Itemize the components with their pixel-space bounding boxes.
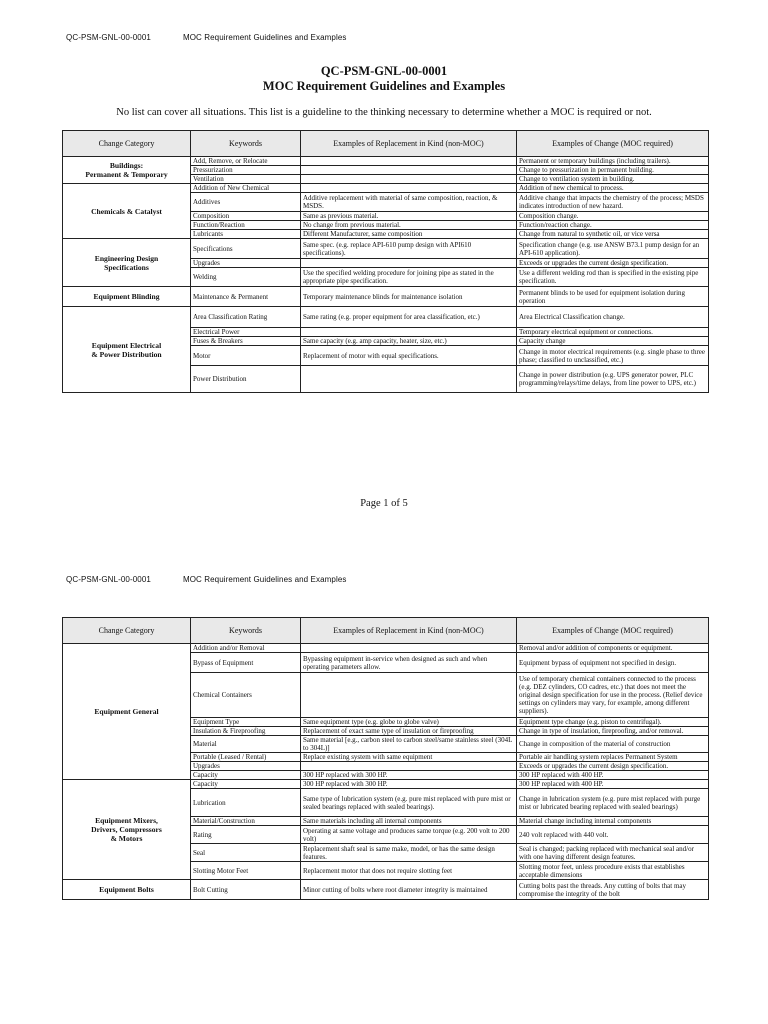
keyword-cell: Power Distribution	[191, 366, 301, 393]
keyword-cell: Slotting Motor Feet	[191, 862, 301, 880]
replacement-in-kind-cell: Same material [e.g., carbon steel to carbon steel/same stainless steel (304L to 304L)]	[301, 736, 517, 753]
column-header: Keywords	[191, 618, 301, 644]
column-header: Examples of Replacement in Kind (non-MOC)	[301, 618, 517, 644]
header-doc-code: QC-PSM-GNL-00-0001	[66, 33, 151, 42]
moc-change-cell: Temporary electrical equipment or connections.	[517, 328, 709, 337]
replacement-in-kind-cell: Same equipment type (e.g. globe to globe valve)	[301, 718, 517, 727]
replacement-in-kind-cell	[301, 157, 517, 166]
keyword-cell: Portable (Leased / Rental)	[191, 753, 301, 762]
moc-change-cell: Change to ventilation system in building.	[517, 175, 709, 184]
keyword-cell: Maintenance & Permanent	[191, 287, 301, 307]
change-category-cell: Equipment Mixers, Drivers, Compressors & Motors	[63, 780, 191, 880]
replacement-in-kind-cell	[301, 644, 517, 653]
keyword-cell: Lubricants	[191, 230, 301, 239]
replacement-in-kind-cell: Use the specified welding procedure for joining pipe as stated in the appropriate pipe specification.	[301, 268, 517, 287]
moc-change-cell: Specification change (e.g. use ANSW B73.1 pump design for an API-610 application).	[517, 239, 709, 259]
replacement-in-kind-cell: No change from previous material.	[301, 221, 517, 230]
keyword-cell: Electrical Power	[191, 328, 301, 337]
moc-change-cell: 300 HP replaced with 400 HP.	[517, 780, 709, 789]
moc-change-cell: Change to pressurization in permanent building.	[517, 166, 709, 175]
document-title: MOC Requirement Guidelines and Examples	[262, 79, 506, 93]
replacement-in-kind-cell: Replacement shaft seal is same make, model, or has the same design features.	[301, 844, 517, 862]
replacement-in-kind-cell: Same materials including all internal components	[301, 817, 517, 826]
moc-change-cell: Change in lubrication system (e.g. pure mist replaced with purge mist or lubricated bearing replaced with sealed bearings)	[517, 789, 709, 817]
document-id: QC-PSM-GNL-00-0001	[320, 64, 448, 78]
keyword-cell: Insulation & Fireproofing	[191, 727, 301, 736]
keyword-cell: Upgrades	[191, 259, 301, 268]
moc-change-cell: Seal is changed; packing replaced with mechanical seal and/or with one having different design features.	[517, 844, 709, 862]
replacement-in-kind-cell: Replacement of motor with equal specifications.	[301, 346, 517, 366]
keyword-cell: Lubrication	[191, 789, 301, 817]
running-header-page1	[66, 33, 346, 42]
table-row	[63, 287, 709, 307]
keyword-cell: Fuses & Breakers	[191, 337, 301, 346]
replacement-in-kind-cell	[301, 175, 517, 184]
keyword-cell: Add, Remove, or Relocate	[191, 157, 301, 166]
replacement-in-kind-cell: Minor cutting of bolts where root diameter integrity is maintained	[301, 880, 517, 900]
moc-change-cell: Change in composition of the material of construction	[517, 736, 709, 753]
moc-change-cell: Function/reaction change.	[517, 221, 709, 230]
page-number: Page 1 of 5	[360, 498, 408, 509]
moc-change-cell: Equipment type change (e.g. piston to centrifugal).	[517, 718, 709, 727]
moc-change-cell: Change in type of insulation, fireproofing, and/or removal.	[517, 727, 709, 736]
column-header: Change Category	[63, 131, 191, 157]
replacement-in-kind-cell: Replace existing system with same equipment	[301, 753, 517, 762]
moc-change-cell: Addition of new chemical to process.	[517, 184, 709, 193]
keyword-cell: Additives	[191, 193, 301, 212]
table-header-row	[63, 618, 709, 644]
moc-change-cell: Exceeds or upgrades the current design specification.	[517, 259, 709, 268]
replacement-in-kind-cell: Different Manufacturer, same composition	[301, 230, 517, 239]
moc-change-cell: Capacity change	[517, 337, 709, 346]
replacement-in-kind-cell: 300 HP replaced with 300 HP.	[301, 771, 517, 780]
keyword-cell: Function/Reaction	[191, 221, 301, 230]
column-header: Keywords	[191, 131, 301, 157]
change-category-cell: Equipment Bolts	[63, 880, 191, 900]
column-header: Change Category	[63, 618, 191, 644]
header-title: MOC Requirement Guidelines and Examples	[182, 575, 347, 584]
moc-change-cell: 300 HP replaced with 400 HP.	[517, 771, 709, 780]
moc-change-cell: Change in motor electrical requirements (e.g. single phase to three phase; classified to unclassified, etc.)	[517, 346, 709, 366]
keyword-cell: Bolt Cutting	[191, 880, 301, 900]
replacement-in-kind-cell: Temporary maintenance blinds for maintenance isolation	[301, 287, 517, 307]
replacement-in-kind-cell	[301, 762, 517, 771]
moc-change-cell: Area Electrical Classification change.	[517, 307, 709, 328]
moc-change-cell: Slotting motor feet, unless procedure exists that establishes acceptable dimensions	[517, 862, 709, 880]
table-row	[63, 239, 709, 259]
header-doc-code: QC-PSM-GNL-00-0001	[66, 575, 151, 584]
keyword-cell: Motor	[191, 346, 301, 366]
keyword-cell: Chemical Containers	[191, 673, 301, 718]
keyword-cell: Upgrades	[191, 762, 301, 771]
table-row	[63, 307, 709, 328]
table-row	[63, 780, 709, 789]
moc-change-cell: Portable air handling system replaces Permanent System	[517, 753, 709, 762]
change-category-cell: Buildings: Permanent & Temporary	[63, 157, 191, 184]
moc-change-cell: Cutting bolts past the threads. Any cutting of bolts that may compromise the integrity of the bolt	[517, 880, 709, 900]
moc-change-cell: Change in power distribution (e.g. UPS generator power, PLC programming/relays/time delays, from line power to UPS, etc.)	[517, 366, 709, 393]
change-category-cell: Equipment General	[63, 644, 191, 780]
column-header: Examples of Replacement in Kind (non-MOC)	[301, 131, 517, 157]
table-header-row	[63, 131, 709, 157]
keyword-cell: Bypass of Equipment	[191, 653, 301, 673]
moc-change-cell: Change from natural to synthetic oil, or vice versa	[517, 230, 709, 239]
keyword-cell: Composition	[191, 212, 301, 221]
moc-change-cell: 240 volt replaced with 440 volt.	[517, 826, 709, 844]
header-title: MOC Requirement Guidelines and Examples	[182, 33, 347, 42]
moc-change-cell: Equipment bypass of equipment not specified in design.	[517, 653, 709, 673]
keyword-cell: Capacity	[191, 780, 301, 789]
replacement-in-kind-cell	[301, 259, 517, 268]
replacement-in-kind-cell: Same capacity (e.g. amp capacity, heater, size, etc.)	[301, 337, 517, 346]
moc-change-cell: Permanent blinds to be used for equipment isolation during operation	[517, 287, 709, 307]
keyword-cell: Addition of New Chemical	[191, 184, 301, 193]
replacement-in-kind-cell: Same rating (e.g. proper equipment for area classification, etc.)	[301, 307, 517, 328]
keyword-cell: Seal	[191, 844, 301, 862]
keyword-cell: Equipment Type	[191, 718, 301, 727]
replacement-in-kind-cell: Same type of lubrication system (e.g. pure mist replaced with pure mist or sealed bearings replaced with sealed bearings).	[301, 789, 517, 817]
table-row	[63, 644, 709, 653]
moc-table-page1	[62, 130, 709, 393]
replacement-in-kind-cell: Same as previous material.	[301, 212, 517, 221]
replacement-in-kind-cell: Operating at same voltage and produces same torque (e.g. 200 volt to 200 volt)	[301, 826, 517, 844]
replacement-in-kind-cell: Same spec. (e.g. replace API-610 pump design with API610 specifications).	[301, 239, 517, 259]
replacement-in-kind-cell: Replacement motor that does not require slotting feet	[301, 862, 517, 880]
intro-text: No list can cover all situations. This list is a guideline to the thinking necessary to determine whether a MOC is required or not.	[116, 107, 652, 118]
keyword-cell: Rating	[191, 826, 301, 844]
keyword-cell: Capacity	[191, 771, 301, 780]
table-row	[63, 157, 709, 166]
change-category-cell: Engineering Design Specifications	[63, 239, 191, 287]
running-header-page2	[66, 575, 346, 584]
change-category-cell: Equipment Blinding	[63, 287, 191, 307]
keyword-cell: Area Classification Rating	[191, 307, 301, 328]
keyword-cell: Material	[191, 736, 301, 753]
keyword-cell: Welding	[191, 268, 301, 287]
column-header: Examples of Change (MOC required)	[517, 131, 709, 157]
replacement-in-kind-cell	[301, 166, 517, 175]
keyword-cell: Pressurization	[191, 166, 301, 175]
moc-change-cell: Use a different welding rod than is specified in the existing pipe specification.	[517, 268, 709, 287]
replacement-in-kind-cell: Additive replacement with material of same composition, reaction, & MSDS.	[301, 193, 517, 212]
table-row	[63, 184, 709, 193]
change-category-cell: Chemicals & Catalyst	[63, 184, 191, 239]
moc-table-page2	[62, 617, 709, 900]
moc-change-cell: Exceeds or upgrades the current design specification.	[517, 762, 709, 771]
keyword-cell: Material/Construction	[191, 817, 301, 826]
replacement-in-kind-cell: 300 HP replaced with 300 HP.	[301, 780, 517, 789]
keyword-cell: Specifications	[191, 239, 301, 259]
moc-change-cell: Permanent or temporary buildings (including trailers).	[517, 157, 709, 166]
moc-change-cell: Composition change.	[517, 212, 709, 221]
moc-change-cell: Material change including internal components	[517, 817, 709, 826]
keyword-cell: Addition and/or Removal	[191, 644, 301, 653]
moc-change-cell: Use of temporary chemical containers connected to the process (e.g. DEZ cylinders, CO cadres, etc.) that does not meet the original design specification for use in the process. (Relief device settings on cylinders may vary, for example, among different suppliers).	[517, 673, 709, 718]
keyword-cell: Ventilation	[191, 175, 301, 184]
moc-change-cell: Removal and/or addition of components or equipment.	[517, 644, 709, 653]
table-row	[63, 880, 709, 900]
replacement-in-kind-cell: Bypassing equipment in-service when designed as such and when operating parameters allow.	[301, 653, 517, 673]
moc-change-cell: Additive change that impacts the chemistry of the process; MSDS indicates introduction of new hazard.	[517, 193, 709, 212]
replacement-in-kind-cell	[301, 328, 517, 337]
replacement-in-kind-cell: Replacement of exact same type of insulation or fireproofing	[301, 727, 517, 736]
change-category-cell: Equipment Electrical & Power Distribution	[63, 307, 191, 393]
column-header: Examples of Change (MOC required)	[517, 618, 709, 644]
replacement-in-kind-cell	[301, 366, 517, 393]
replacement-in-kind-cell	[301, 673, 517, 718]
replacement-in-kind-cell	[301, 184, 517, 193]
